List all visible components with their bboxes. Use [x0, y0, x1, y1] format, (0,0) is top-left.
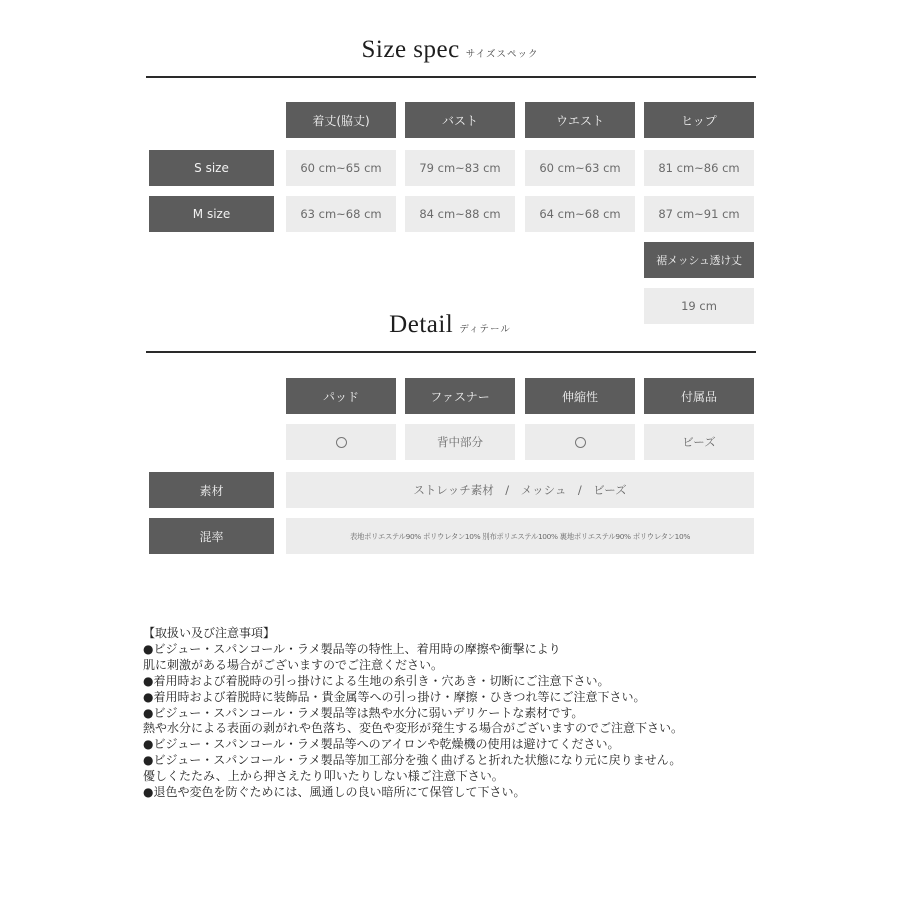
size-spec-title-jp: サイズスペック — [465, 49, 539, 60]
size-col-header-length: 着丈(脇丈) — [286, 102, 396, 138]
size-s-waist: 60 cm~63 cm — [525, 150, 635, 186]
detail-col-header-accessories: 付属品 — [644, 378, 754, 414]
size-spec-title-en: Size spec — [361, 36, 460, 63]
blend-label: 混率 — [149, 518, 274, 554]
size-s-length: 60 cm~65 cm — [286, 150, 396, 186]
care-notes — [143, 626, 783, 801]
care-note-line: 熱や水分による表面の剥がれや色落ち、変色や変形が発生する場合がございますのでご注意下さい。 — [143, 721, 684, 736]
detail-title-jp: ディテール — [459, 324, 511, 335]
size-col-header-bust: バスト — [405, 102, 515, 138]
detail-title — [0, 311, 900, 339]
care-note-line: ●ビジュー・スパンコール・ラメ製品等は熱や水分に弱いデリケートな素材です。 — [143, 705, 584, 720]
size-extra-header-mesh-length: 裾メッシュ透け丈 — [644, 242, 754, 278]
detail-col-header-zipper: ファスナー — [405, 378, 515, 414]
care-note-line: ●着用時および着脱時の引っ掛けによる生地の糸引き・穴あき・切断にご注意下さい。 — [143, 673, 610, 688]
circle-mark-icon — [336, 437, 347, 448]
detail-value-zipper: 背中部分 — [405, 424, 515, 460]
size-s-hip: 81 cm~86 cm — [644, 150, 754, 186]
size-m-waist: 64 cm~68 cm — [525, 196, 635, 232]
size-m-length: 63 cm~68 cm — [286, 196, 396, 232]
size-s-bust: 79 cm~83 cm — [405, 150, 515, 186]
care-note-line: 優しくたたみ、上から押さえたり叩いたりしない様ご注意下さい。 — [143, 769, 504, 784]
care-note-line: ●ビジュー・スパンコール・ラメ製品等の特性上、着用時の摩擦や衝撃により — [143, 641, 561, 656]
size-col-header-hip: ヒップ — [644, 102, 754, 138]
size-row-label-s: S size — [149, 150, 274, 186]
blend-value: 表地ポリエステル90% ポリウレタン10% 別布ポリエステル100% 裏地ポリエステル90% ポリウレタン10% — [286, 518, 754, 554]
detail-title-en: Detail — [389, 311, 454, 338]
detail-value-accessories: ビーズ — [644, 424, 754, 460]
detail-col-header-stretch: 伸縮性 — [525, 378, 635, 414]
care-notes-heading: 【取扱い及び注意事項】 — [143, 626, 276, 640]
material-label: 素材 — [149, 472, 274, 508]
size-extra-value-mesh-length: 19 cm — [644, 288, 754, 324]
care-note-line: ●ビジュー・スパンコール・ラメ製品等加工部分を強く曲げると折れた状態になり元に戻りません。 — [143, 753, 682, 768]
detail-value-pad — [286, 424, 396, 460]
size-col-header-waist: ウエスト — [525, 102, 635, 138]
care-note-line: ●着用時および着脱時に装飾品・貴金属等への引っ掛け・摩擦・ひきつれ等にご注意下さい。 — [143, 689, 646, 704]
size-spec-divider — [146, 76, 756, 78]
detail-value-stretch — [525, 424, 635, 460]
circle-mark-icon — [575, 437, 586, 448]
care-note-line: ●ビジュー・スパンコール・ラメ製品等へのアイロンや乾燥機の使用は避けてください。 — [143, 737, 620, 752]
care-note-line: ●退色や変色を防ぐためには、風通しの良い暗所にて保管して下さい。 — [143, 785, 526, 800]
care-note-line: 肌に刺激がある場合がございますのでご注意ください。 — [143, 657, 444, 672]
size-spec-title — [0, 36, 900, 64]
size-m-hip: 87 cm~91 cm — [644, 196, 754, 232]
size-m-bust: 84 cm~88 cm — [405, 196, 515, 232]
detail-divider — [146, 351, 756, 353]
size-row-label-m: M size — [149, 196, 274, 232]
material-value: ストレッチ素材 / メッシュ / ビーズ — [286, 472, 754, 508]
detail-col-header-pad: パッド — [286, 378, 396, 414]
